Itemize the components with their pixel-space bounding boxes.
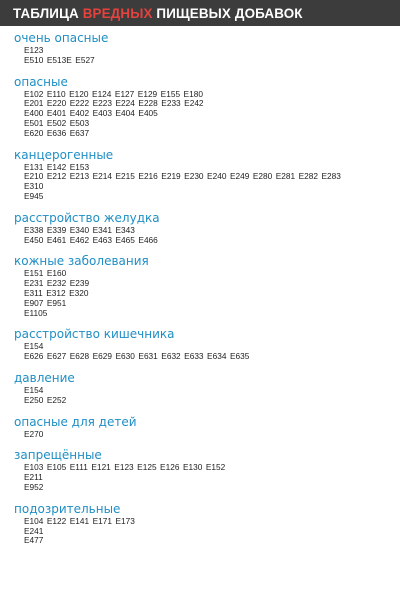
additive-code-line: E104 E122 E141 E171 E173 [24, 515, 135, 526]
category-title: давление [14, 370, 75, 385]
additive-codes [14, 46, 400, 66]
category-section [14, 31, 400, 66]
additive-codes [14, 90, 400, 139]
additive-code-line: E211 [24, 472, 43, 483]
category-title: запрещённые [14, 448, 102, 463]
additive-code-line: E310 [24, 181, 44, 192]
additive-code-line: E501 E502 E503 [24, 117, 90, 128]
additive-codes [14, 517, 400, 546]
category-section [14, 211, 400, 246]
additive-codes [14, 386, 400, 406]
additive-code-line: E241 [24, 525, 44, 536]
category-title: очень опасные [14, 31, 109, 45]
additive-code-line: E201 E220 E222 E223 E224 E228 E233 E242 [24, 98, 204, 109]
category-section [14, 254, 400, 318]
additive-code-line: E945 [24, 190, 44, 201]
additive-codes [14, 163, 400, 202]
additive-codes [14, 342, 400, 362]
category-section [14, 148, 400, 202]
category-title: опасные [14, 74, 68, 89]
additive-codes [14, 269, 400, 318]
header-title-part1: ТАБЛИЦА [13, 5, 79, 21]
additive-codes [14, 430, 400, 440]
category-section [14, 327, 400, 362]
category-title: кожные заболевания [14, 254, 149, 269]
additive-code-line: E250 E252 [24, 394, 67, 405]
additive-code-line: E626 E627 E628 E629 E630 E631 E632 E633 E634 E635 [24, 351, 250, 362]
category-title: опасные для детей [14, 414, 137, 429]
additive-code-line: E154 [24, 341, 44, 352]
category-section [14, 75, 400, 139]
additive-code-line: E510 E513E E527 [24, 54, 95, 65]
additive-codes [14, 226, 400, 246]
category-title: расстройство кишечника [14, 327, 175, 342]
additive-code-line: E131 E142 E153 [24, 161, 90, 172]
header-title-part2: ПИЩЕВЫХ ДОБАВОК [156, 5, 303, 21]
additives-list [0, 26, 400, 546]
additive-code-line: E154 [24, 384, 44, 395]
additive-code-line: E907 E951 [24, 297, 67, 308]
additive-code-line: E151 E160 [24, 268, 67, 279]
additive-code-line: E231 E232 E239 [24, 278, 90, 289]
category-section [14, 448, 400, 492]
category-section [14, 371, 400, 406]
additive-code-line: E270 [24, 428, 44, 439]
additive-code-line: E338 E339 E340 E341 E343 [24, 224, 135, 235]
category-section [14, 502, 400, 546]
additive-code-line: E620 E636 E637 [24, 127, 90, 138]
category-title: расстройство желудка [14, 210, 160, 225]
additive-code-line: E400 E401 E402 E403 E404 E405 [24, 108, 158, 119]
category-section [14, 415, 400, 440]
header-title-highlight: ВРЕДНЫХ [82, 5, 153, 21]
additive-code-line: E103 E105 E111 E121 E123 E125 E126 E130 E152 [24, 462, 226, 473]
category-title: подозрительные [14, 501, 121, 516]
additive-codes [14, 463, 400, 492]
additive-code-line: E450 E461 E462 E463 E465 E466 [24, 234, 158, 245]
category-title: канцерогенные [14, 147, 114, 162]
additive-code-line: E102 E110 E120 E124 E127 E129 E155 E180 [24, 88, 203, 99]
additive-code-line: E477 [24, 535, 44, 546]
additive-code-line: E1105 [24, 307, 48, 318]
additive-code-line: E210 E212 E213 E214 E215 E216 E219 E230 E240 E249 E280 E281 E282 E283 [24, 171, 341, 182]
additive-code-line: E123 [24, 45, 44, 55]
page-header [0, 0, 400, 26]
additive-code-line: E311 E312 E320 [24, 287, 89, 298]
additive-code-line: E952 [24, 481, 44, 492]
